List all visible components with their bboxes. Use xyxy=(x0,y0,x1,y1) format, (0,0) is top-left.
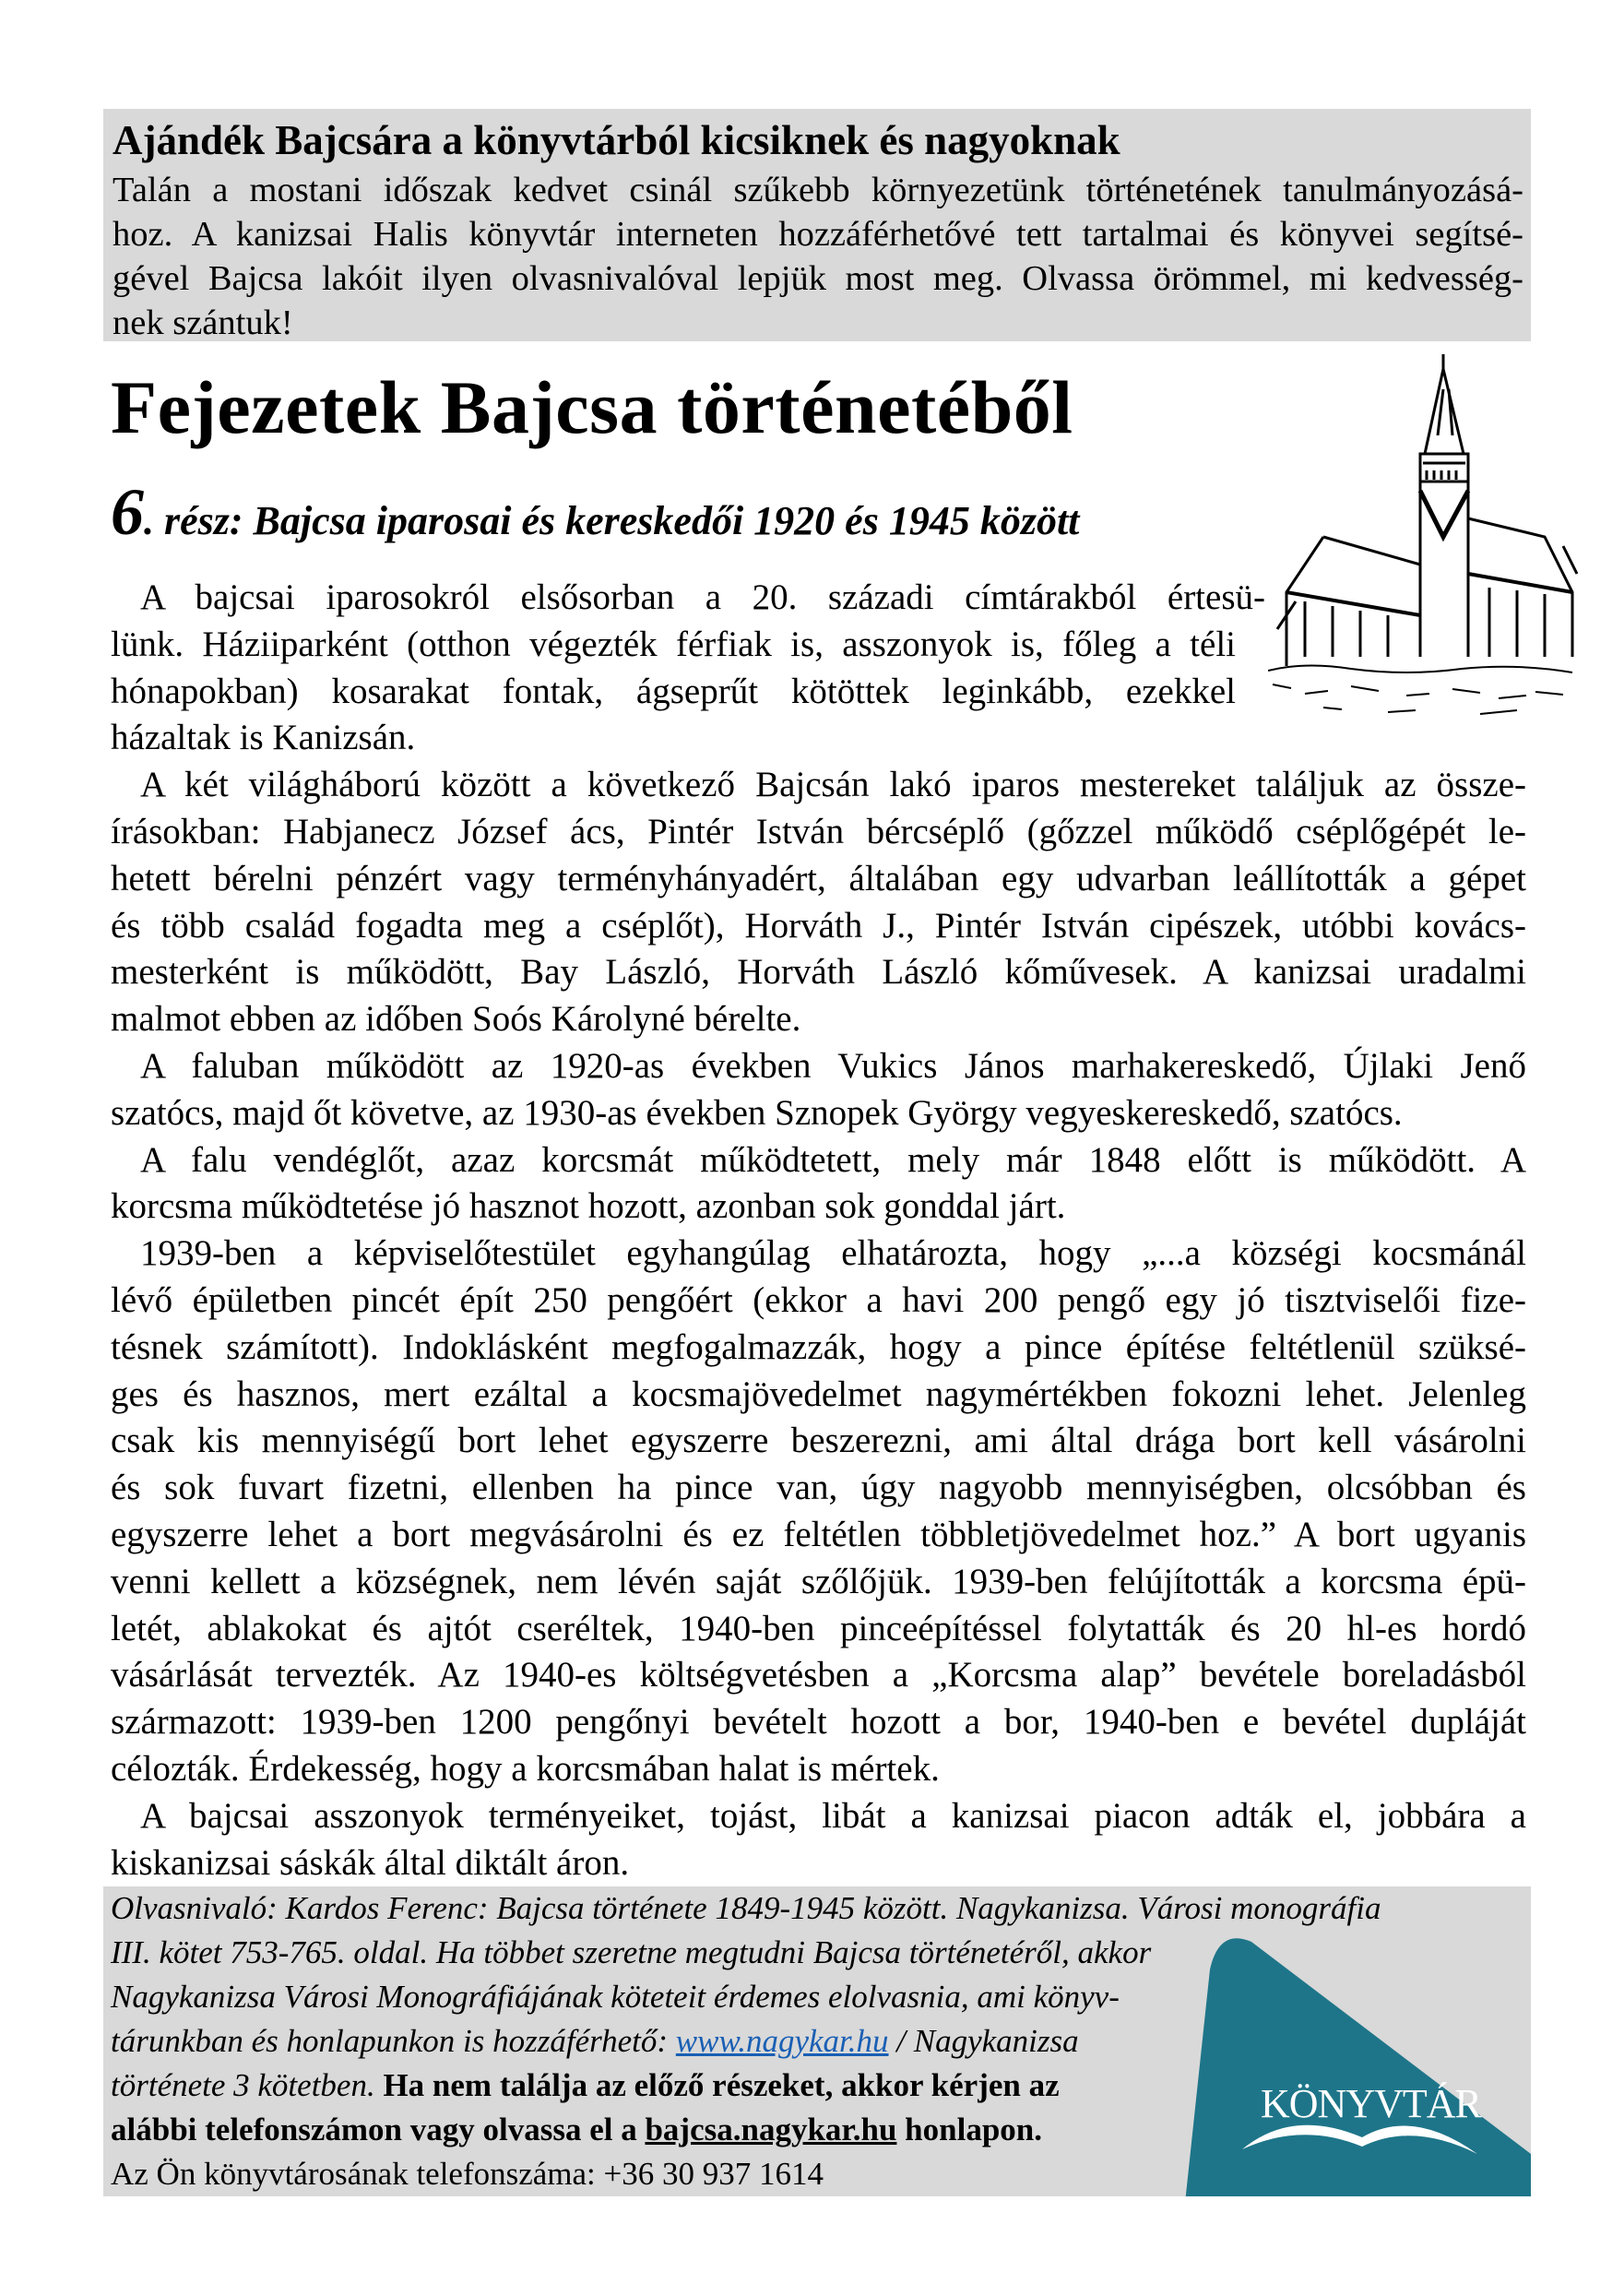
paragraph-line: és sok fuvart fizetni, ellenben ha pince van, úgy nagyobb mennyiségben, olcsóbban és xyxy=(111,1468,1526,1508)
paragraph-line: A bajcsai iparosokról elsősorban a 20. századi címtárakból értesü- xyxy=(140,577,1265,617)
bajcsa-link[interactable]: bajcsa.nagykar.hu xyxy=(645,2112,897,2147)
article-body xyxy=(111,575,1526,1886)
intro-text xyxy=(113,168,1523,345)
footer-text-part: / Nagykanizsa xyxy=(888,2023,1079,2059)
paragraph-line: hónapokban) kosarakat fontak, ágseprűt kötöttek leginkább, ezekkel xyxy=(111,671,1236,711)
footer-text-part: honlapon. xyxy=(896,2112,1043,2147)
nagykar-link[interactable]: www.nagykar.hu xyxy=(675,2023,889,2059)
intro-line: Talán a mostani időszak kedvet csinál szűkebb környezetünk történetének tanulmányozásá- xyxy=(113,171,1523,209)
paragraph-line: kiskanizsai sáskák által diktált áron. xyxy=(111,1842,630,1883)
paragraph-line: írásokban: Habjanecz József ács, Pintér István bércséplő (gőzzel működő cséplőgépét le- xyxy=(111,811,1526,851)
paragraph-line: egyszerre lehet a bort megvásárolni és ez feltétlen többletjövedelmet hoz.” A bort ugyanis xyxy=(111,1514,1526,1554)
paragraph-line: célozták. Érdekesség, hogy a korcsmában halat is mértek. xyxy=(111,1748,940,1789)
paragraph-line: A bajcsai asszonyok terményeiket, tojást, libát a kanizsai piacon adták el, jobbára a xyxy=(140,1795,1526,1836)
footer-line xyxy=(111,2064,1310,2108)
footer-box xyxy=(103,1886,1531,2196)
footer-line xyxy=(111,2019,1310,2064)
article-subtitle xyxy=(111,475,1079,558)
paragraph-line: hetett bérelni pénzért vagy terményhányadért, általában egy udvarban leállították a gépet xyxy=(111,858,1526,898)
footer-line: III. kötet 753-765. oldal. Ha többet szeretne megtudni Bajcsa történetéről, akkor xyxy=(111,1934,1152,1970)
part-number: 6 xyxy=(111,475,144,549)
paragraph-line: házaltak is Kanizsán. xyxy=(111,718,416,758)
paragraph-line: lünk. Háziiparként (otthon végezték férfiak is, asszonyok is, főleg a téli xyxy=(111,624,1236,664)
paragraph-line: vásárlását tervezték. Az 1940-es költségvetésben a „Korcsma alap” bevétele boreladásból xyxy=(111,1655,1526,1695)
paragraph-line: ges és hasznos, mert ezáltal a kocsmajövedelmet nagymértékben fokozni lehet. Jelenleg xyxy=(111,1374,1526,1414)
footer-bold-text: Ha nem találja az előző részeket, akkor kérjen az xyxy=(383,2067,1060,2103)
paragraph-line: csak kis mennyiségű bort lehet egyszerre beszerezni, ami által drága bort kell vásárolni xyxy=(111,1421,1526,1461)
paragraph-line: A két világháború között a következő Bajcsán lakó iparos mestereket találjuk az össze- xyxy=(140,765,1526,805)
footer-text-part: tárunkban és honlapunkon is hozzáférhető: xyxy=(111,2023,676,2059)
paragraph-line: venni kellett a községnek, nem lévén saját szőlőjük. 1939-ben felújították a korcsma épü- xyxy=(111,1561,1526,1601)
paragraph-line: lévő épületben pincét épít 250 pengőért (ekkor a havi 200 pengő egy jó tisztviselői fize- xyxy=(111,1279,1526,1320)
paragraph-line: malmot ebben az időben Soós Károlyné bérelte. xyxy=(111,999,801,1040)
paragraph-line: származott: 1939-ben 1200 pengőnyi bevételt hozott a bor, 1940-ben e bevétel dupláját xyxy=(111,1702,1526,1743)
footer-text xyxy=(111,1886,1381,2196)
article-title: Fejezetek Bajcsa történetéből xyxy=(111,365,1073,449)
intro-title: Ajándék Bajcsára a könyvtárból kicsiknek és nagyoknak xyxy=(113,117,1120,163)
paragraph-line: A faluban működött az 1920-as években Vukics János marhakereskedő, Újlaki Jenő xyxy=(140,1045,1526,1086)
logo-text: KÖNYVTÁR xyxy=(1261,2081,1481,2126)
subtitle-text: . rész: Bajcsa iparosai és kereskedői 1920 és 1945 között xyxy=(144,498,1080,543)
footer-line xyxy=(111,2108,1310,2152)
paragraph-line: 1939-ben a képviselőtestület egyhangúlag elhatározta, hogy „...a községi kocsmánál xyxy=(140,1233,1526,1274)
intro-line: nek szántuk! xyxy=(113,303,293,342)
paragraph-line: szatócs, majd őt követve, az 1930-as években Sznopek György vegyeskereskedő, szatócs. xyxy=(111,1092,1403,1133)
intro-line: hoz. A kanizsai Halis könyvtár interneten hozzáférhetővé tett tartalmai és könyvei segítsé- xyxy=(113,215,1523,254)
phone-line: Az Ön könyvtárosának telefonszáma: +36 30 937 1614 xyxy=(111,2156,824,2192)
paragraph-line: mesterként is működött, Bay László, Horváth László kőművesek. A kanizsai uradalmi xyxy=(111,952,1526,993)
paragraph-line: és több család fogadta meg a cséplőt), Horváth J., Pintér István cipészek, utóbbi kovács- xyxy=(111,905,1526,946)
paragraph-line: A falu vendéglőt, azaz korcsmát működtetett, mely már 1848 előtt is működött. A xyxy=(140,1139,1526,1180)
intro-box xyxy=(103,109,1531,341)
footer-text-part: története 3 kötetben. xyxy=(111,2067,384,2103)
paragraph-line: korcsma működtetése jó hasznot hozott, azonban sok gonddal járt. xyxy=(111,1186,1066,1227)
footer-line: Nagykanizsa Városi Monográfiájának köteteit érdemes elolvasnia, ami könyv- xyxy=(111,1979,1120,2015)
paragraph-line: tésnek számított). Indoklásként megfogalmazzák, hogy a pince építése feltétlenül szüksé- xyxy=(111,1326,1526,1367)
footer-line: Olvasnivaló: Kardos Ferenc: Bajcsa története 1849-1945 között. Nagykanizsa. Városi monográfia xyxy=(111,1890,1381,1926)
paragraph-line: letét, ablakokat és ajtót cseréltek, 1940-ben pinceépítéssel folytatták és 20 hl-es hordó xyxy=(111,1608,1526,1648)
intro-line: gével Bajcsa lakóit ilyen olvasnivalóval lepjük most meg. Olvassa örömmel, mi kedvesség- xyxy=(113,259,1523,298)
footer-text-part: alábbi telefonszámon vagy olvassa el a xyxy=(111,2112,646,2147)
